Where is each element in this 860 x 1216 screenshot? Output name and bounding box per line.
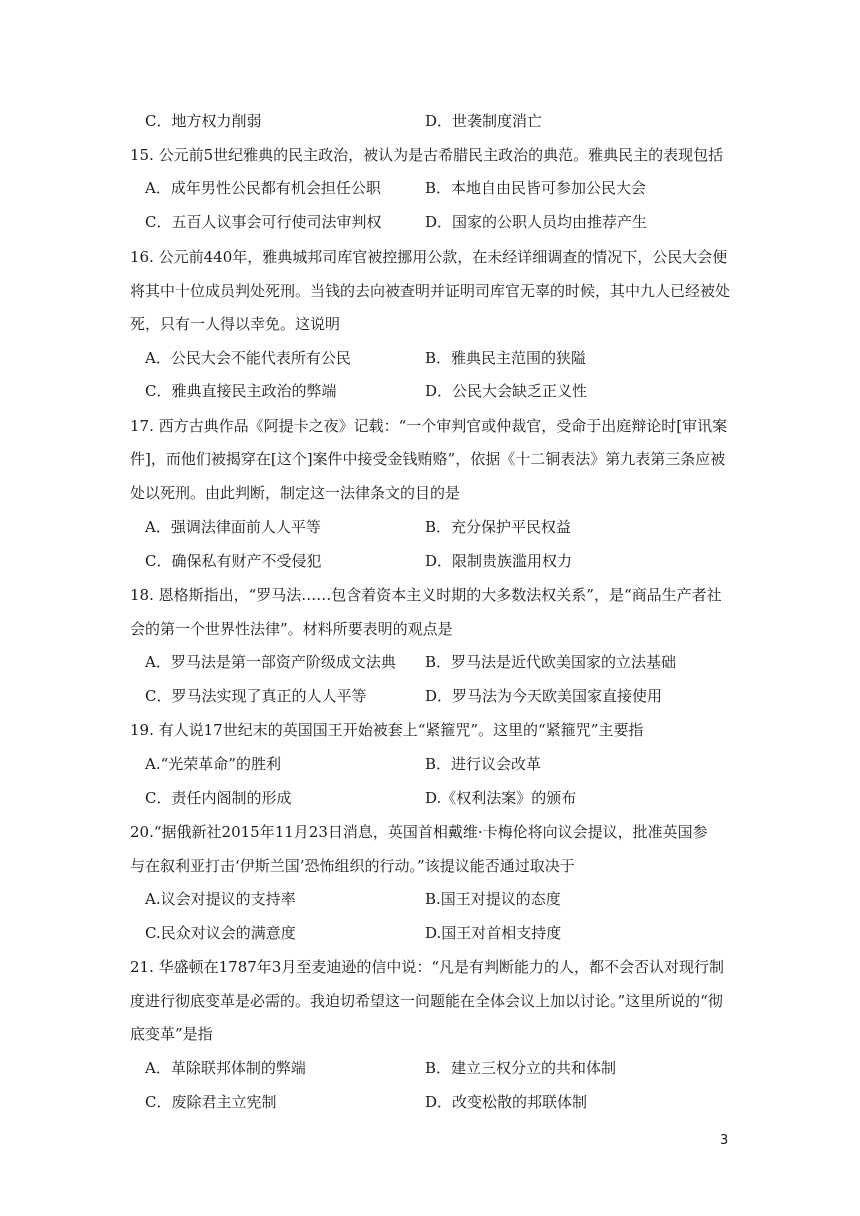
q17-option-d: D．限制贵族滥用权力 — [425, 552, 573, 570]
q19-option-d: D.《权利法案》的颁布 — [425, 789, 577, 807]
q17-stem-line-3: 处以死刑。由此判断，制定这一法律条文的目的是 — [130, 484, 461, 502]
q21-option-d: D．改变松散的邦联体制 — [425, 1093, 588, 1111]
q15-option-c: C．五百人议事会可行使司法审判权 — [145, 213, 382, 231]
q19-option-c: C．责任内阁制的形成 — [145, 789, 292, 807]
q19-option-b: B．进行议会改革 — [425, 755, 542, 773]
q17-option-c: C．确保私有财产不受侵犯 — [145, 552, 322, 570]
q14-option-c: C．地方权力削弱 — [145, 112, 262, 130]
q15-stem-line-1: 15. 公元前5世纪雅典的民主政治，被认为是古希腊民主政治的典范。雅典民主的表现包括 — [130, 146, 724, 164]
q16-option-b: B．雅典民主范围的狭隘 — [425, 349, 587, 367]
q18-stem-line-2: 会的第一个世界性法律”。材料所要表明的观点是 — [130, 620, 453, 638]
q18-option-a: A．罗马法是第一部资产阶级成文法典 — [145, 653, 396, 671]
q16-option-c: C．雅典直接民主政治的弊端 — [145, 382, 337, 400]
q15-option-b: B．本地自由民皆可参加公民大会 — [425, 179, 647, 197]
q15-option-a: A．成年男性公民都有机会担任公职 — [145, 179, 381, 197]
q21-stem-line-1: 21. 华盛顿在1787年3月至麦迪逊的信中说：“凡是有判断能力的人，都不会否认对现行制 — [130, 958, 725, 976]
q18-option-b: B．罗马法是近代欧美国家的立法基础 — [425, 653, 677, 671]
q19-option-a: A.“光荣革命”的胜利 — [145, 755, 281, 773]
q21-option-c: C．废除君主立宪制 — [145, 1093, 277, 1111]
q20-stem-line-2: 与在叙利亚打击‘伊斯兰国’恐怖组织的行动。”该提议能否通过取决于 — [130, 857, 575, 875]
q20-stem-line-1: 20.“据俄新社2015年11月23日消息，英国首相戴维·卡梅伦将向议会提议，批准英国参 — [130, 823, 708, 841]
q19-stem-line-1: 19. 有人说17世纪末的英国国王开始被套上“紧箍咒”。这里的“紧箍咒”主要指 — [130, 721, 644, 739]
q20-option-b: B.国王对提议的态度 — [425, 890, 561, 908]
q18-option-c: C．罗马法实现了真正的人人平等 — [145, 687, 367, 705]
q16-option-d: D．公民大会缺乏正义性 — [425, 382, 588, 400]
q20-option-c: C.民众对议会的满意度 — [145, 924, 296, 942]
q16-option-a: A．公民大会不能代表所有公民 — [145, 349, 351, 367]
q17-option-b: B．充分保护平民权益 — [425, 518, 572, 536]
q21-option-b: B．建立三权分立的共和体制 — [425, 1059, 617, 1077]
q15-option-d: D．国家的公职人员均由推荐产生 — [425, 213, 648, 231]
q20-option-d: D.国王对首相支持度 — [425, 924, 562, 942]
q21-stem-line-3: 底变革”是指 — [130, 1025, 213, 1043]
q16-stem-line-1: 16. 公元前440年，雅典城邦司库官被控挪用公款，在未经详细调查的情况下，公民大会便 — [130, 248, 728, 266]
q16-stem-line-3: 死，只有一人得以幸免。这说明 — [130, 315, 341, 333]
page-number: 3 — [720, 1133, 729, 1148]
q18-option-d: D．罗马法为今天欧美国家直接使用 — [425, 687, 663, 705]
q14-option-d: D．世袭制度消亡 — [425, 112, 543, 130]
q18-stem-line-1: 18. 恩格斯指出，“罗马法……包含着资本主义时期的大多数法权关系”，是“商品生产者社 — [130, 586, 722, 604]
q21-option-a: A．革除联邦体制的弊端 — [145, 1059, 306, 1077]
q17-stem-line-1: 17. 西方古典作品《阿提卡之夜》记载：“一个审判官或仲裁官，受命于出庭辩论时[审讯案 — [130, 417, 728, 435]
q21-stem-line-2: 度进行彻底变革是必需的。我迫切希望这一问题能在全体会议上加以讨论。”这里所说的“彻 — [130, 992, 723, 1010]
q17-stem-line-2: 件]，而他们被揭穿在[这个]案件中接受金钱贿赂”，依据《十二铜表法》第九表第三条应被 — [130, 450, 726, 468]
q20-option-a: A.议会对提议的支持率 — [145, 890, 296, 908]
q17-option-a: A．强调法律面前人人平等 — [145, 518, 321, 536]
q16-stem-line-2: 将其中十位成员判处死刑。当钱的去向被查明并证明司库官无辜的时候，其中九人已经被处 — [130, 282, 731, 300]
